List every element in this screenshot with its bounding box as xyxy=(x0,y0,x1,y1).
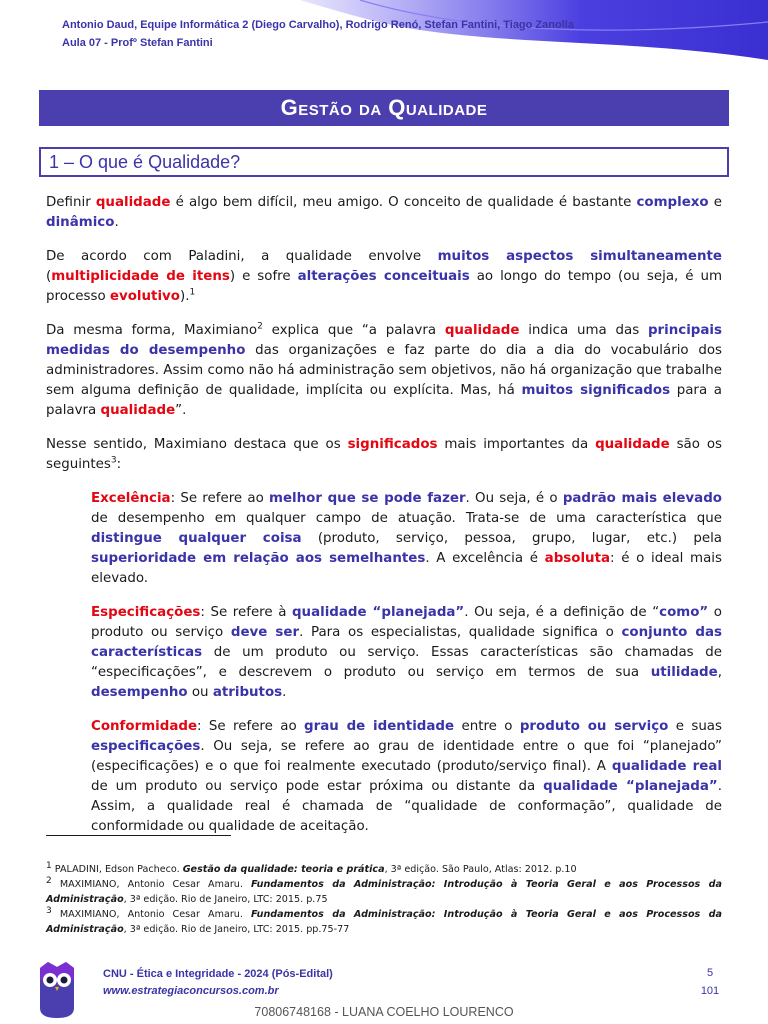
definition-conformidade: Conformidade: Se refere ao grau de identidade entre o produto ou serviço e suas especificações. Ou seja, se refere ao grau de identidade entre o que foi “planejado” (especificações) e o que foi realmente executado (produto/serviço final). A qualidade real de um produto ou serviço pode estar próxima ou distante da qualidade “planejada”. Assim, a qualidade real é chamada de “qualidade de conformação”, qualidade de conformidade ou qualidade de aceitação. xyxy=(91,719,722,834)
watermark: 70806748168 - LUANA COELHO LOURENCO xyxy=(254,1005,514,1019)
header xyxy=(62,16,574,52)
footnote-ref: 1 xyxy=(189,287,196,298)
definition-excelencia: Excelência: Se refere ao melhor que se pode fazer. Ou seja, é o padrão mais elevado de desempenho em qualquer campo de atuação. Trata-se de uma característica que distingue qualquer coisa (produto, serviço, pessoa, grupo, lugar, etc.) pela superioridade em relação aos semelhantes. A excelência é absoluta: é o ideal mais elevado. xyxy=(91,491,722,586)
page-title: Gestão da Qualidade xyxy=(39,90,729,126)
page-number xyxy=(690,964,730,1000)
footer-course: CNU - Ética e Integridade - 2024 (Pós-Edital) xyxy=(103,968,333,980)
header-authors: Antonio Daud, Equipe Informática 2 (Diego Carvalho), Rodrigo Renó, Stefan Fantini, Tiago Zanolla xyxy=(62,19,574,31)
footnote-divider xyxy=(46,835,231,836)
paragraph: Definir qualidade é algo bem difícil, meu amigo. O conceito de qualidade é bastante complexo e dinâmico. xyxy=(46,195,723,230)
footnotes xyxy=(46,862,722,937)
section-heading: 1 – O que é Qualidade? xyxy=(39,147,729,177)
current-page: 5 xyxy=(706,967,714,979)
definition-especificacoes: Especificações: Se refere à qualidade “planejada”. Ou seja, é a definição de “como” o produto ou serviço deve ser. Para os especialistas, qualidade significa o conjunto das características de um produto ou serviço. Essas características são chamadas de “especificações”, e descrevem o produto ou serviço em termos de sua utilidade, desempenho ou atributos. xyxy=(91,605,723,700)
footer-info xyxy=(103,966,333,1000)
footer-site-link[interactable]: www.estrategiaconcursos.com.br xyxy=(103,985,279,997)
total-pages: 101 xyxy=(700,985,720,997)
footnote-ref: 2 xyxy=(257,321,263,332)
footnote-3: $^3$ MAXIMIANO, Antonio Cesar Amaru. Fundamentos da Administração: Introdução à Teoria Geral e aos Processos da Administração, 3ª edição. Rio de Janeiro, LTC: 2015. pp.75-77 xyxy=(46,905,722,935)
footnote-2: $^2$ MAXIMIANO, Antonio Cesar Amaru. Fundamentos da Administração: Introdução à Teoria Geral e aos Processos da Administração, 3ª edição. Rio de Janeiro, LTC: 2015. p.75 xyxy=(46,875,722,905)
main-content xyxy=(46,193,722,851)
footnote-ref: 3 xyxy=(110,455,117,466)
paragraph: Nesse sentido, Maximiano destaca que os significados mais importantes da qualidade são os seguintes$^3$: xyxy=(46,437,722,472)
paragraph: Da mesma forma, Maximiano$^2$ explica que “a palavra qualidade indica uma das principais medidas do desempenho das organizações e faz parte do dia a dia do vocabulário dos administradores. Assim como não há administração sem objetivos, não há organização que trabalhe sem alguma definição de qualidade, implícita ou explícita. Mas, há muitos significados para a palavra qualidade”. xyxy=(46,321,723,418)
paragraph: De acordo com Paladini, a qualidade envolve muitos aspectos simultaneamente (multiplicidade de itens) e sofre alterações conceituais ao longo do tempo (ou seja, é um processo evolutivo).$^1$ xyxy=(46,249,723,304)
footnote-1: $^1$ PALADINI, Edson Pacheco. Gestão da qualidade: teoria e prática, 3ª edição. São Paulo, Atlas: 2012. p.10 xyxy=(46,860,577,875)
header-lesson: Aula 07 - Profº Stefan Fantini xyxy=(62,37,213,49)
